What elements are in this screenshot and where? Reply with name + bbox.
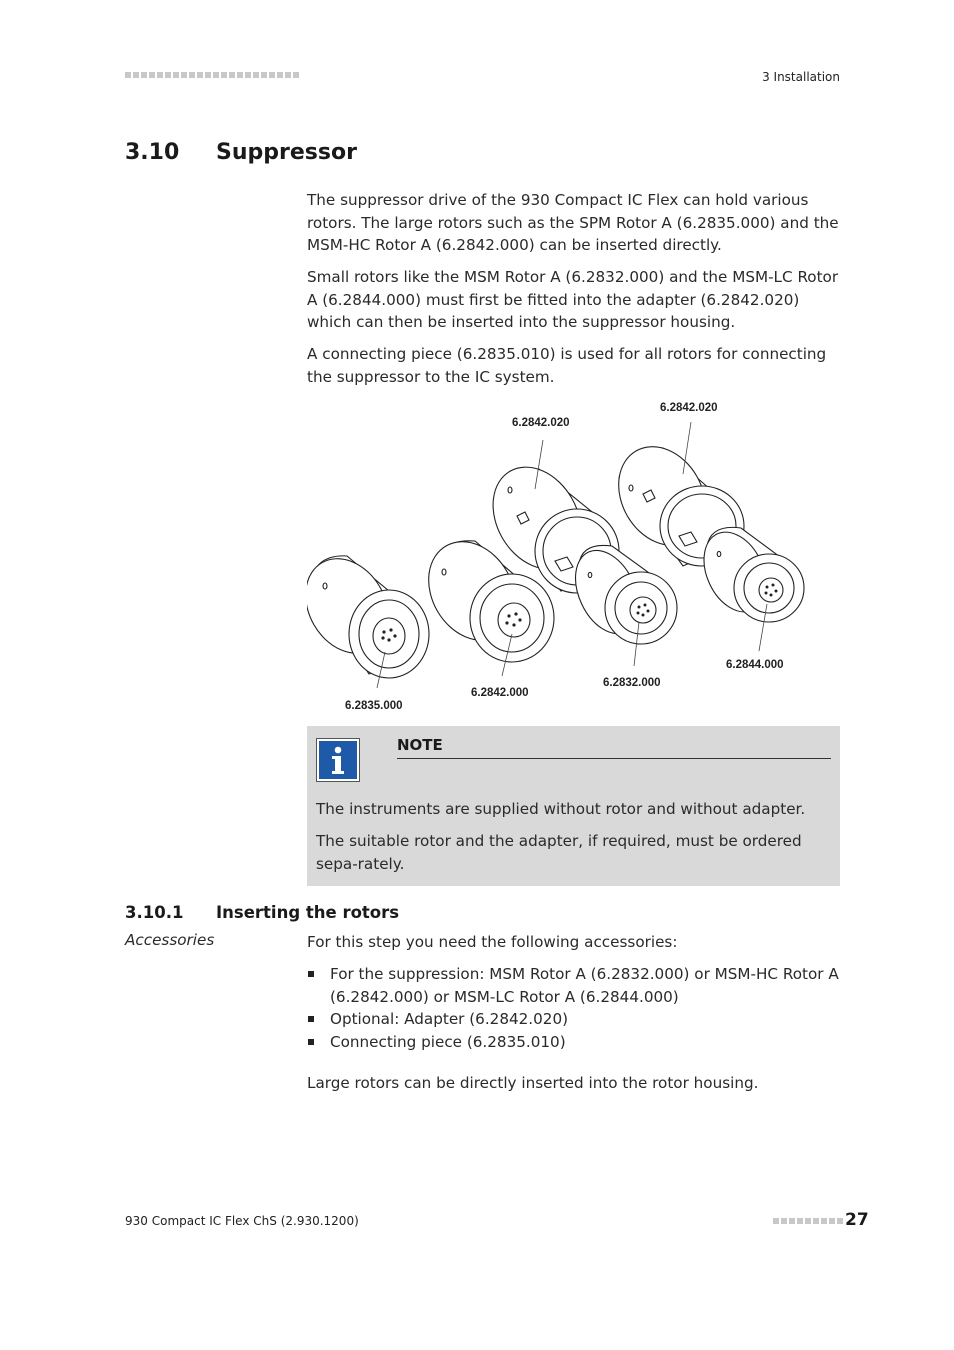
margin-label-accessories: Accessories <box>125 931 215 949</box>
note-title: NOTE <box>397 736 831 759</box>
list-item: Connecting piece (6.2835.010) <box>307 1031 840 1054</box>
section-number: 3.10 <box>125 140 180 165</box>
accessories-intro: For this step you need the following accessories: <box>307 933 678 951</box>
rotor-figure <box>307 396 807 716</box>
label-rotor-2832-000: 6.2832.000 <box>603 677 661 689</box>
list-item: Optional: Adapter (6.2842.020) <box>307 1008 840 1031</box>
list-item: For the suppression: MSM Rotor A (6.2832.000) or MSM-HC Rotor A (6.2842.000) or MSM-LC Rotor A (6.2844.000) <box>307 963 840 1008</box>
closing-paragraph: Large rotors can be directly inserted into the rotor housing. <box>307 1074 759 1092</box>
footer-product: 930 Compact IC Flex ChS (2.930.1200) <box>125 1214 359 1228</box>
section-title-text: Suppressor <box>216 140 357 165</box>
rotor-illustration <box>307 396 807 716</box>
note-line-1: The instruments are supplied without rotor and without adapter. <box>316 800 806 818</box>
label-rotor-2844-000: 6.2844.000 <box>726 659 784 671</box>
page-number: 27 <box>845 1210 869 1230</box>
rotor-6-2835-000 <box>307 544 429 678</box>
footer-decoration <box>773 1218 843 1224</box>
label-rotor-2842-000: 6.2842.000 <box>471 687 529 699</box>
subsection-title <box>125 903 399 922</box>
header-decoration <box>125 72 299 78</box>
paragraph-2: Small rotors like the MSM Rotor A (6.2832.000) and the MSM-LC Rotor A (6.2844.000) must first be fitted into the adapter (6.2842.020) which can then be inserted into the suppressor housing. <box>307 268 839 331</box>
subsection-number: 3.10.1 <box>125 903 184 922</box>
note-line-2: The suitable rotor and the adapter, if required, must be ordered sepa-rately. <box>316 832 802 873</box>
note-box <box>307 726 840 886</box>
chapter-header: 3 Installation <box>762 70 840 84</box>
label-adapter-right: 6.2842.020 <box>660 402 718 414</box>
info-icon <box>316 738 360 782</box>
label-rotor-2835-000: 6.2835.000 <box>345 700 403 712</box>
subsection-title-text: Inserting the rotors <box>216 903 400 922</box>
paragraph-3: A connecting piece (6.2835.010) is used for all rotors for connecting the suppressor to the IC system. <box>307 345 827 386</box>
accessories-list <box>307 963 840 1053</box>
label-adapter-left: 6.2842.020 <box>512 417 570 429</box>
paragraph-1: The suppressor drive of the 930 Compact IC Flex can hold various rotors. The large rotors such as the SPM Rotor A (6.2835.000) and the MSM-HC Rotor A (6.2842.000) can be inserted directly. <box>307 191 839 254</box>
section-title <box>125 140 357 165</box>
